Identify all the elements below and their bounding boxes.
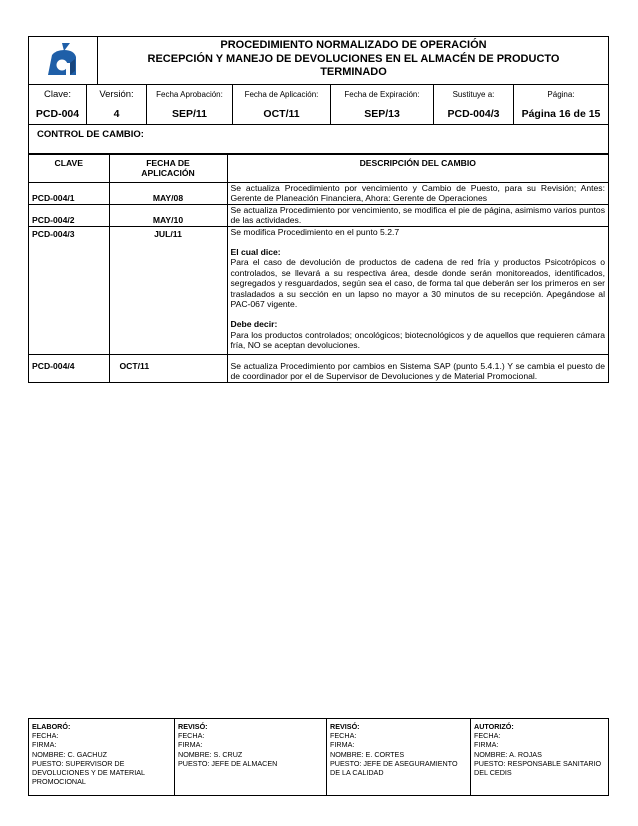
change-control-section bbox=[28, 125, 609, 154]
meta-value: PCD-004 bbox=[35, 108, 80, 120]
footer-role: ELABORÓ: bbox=[32, 722, 71, 731]
logo-cell bbox=[29, 37, 98, 84]
footer-firma: FIRMA: bbox=[330, 740, 355, 750]
metadata-row bbox=[29, 84, 608, 124]
meta-label: Página: bbox=[547, 90, 575, 99]
cell-fecha: MAY/08 bbox=[109, 183, 227, 205]
cell-clave: PCD-004/1 bbox=[29, 183, 109, 205]
column-header-fecha bbox=[109, 155, 227, 183]
cell-descripcion: Se actualiza Procedimiento por cambios en Sistema SAP (punto 5.4.1.) Y se cambia el puesto de de coordinador por el de Supervisor de Devoluciones y de Material Promocional. bbox=[227, 354, 608, 381]
cell-fecha: JUL/11 bbox=[109, 226, 227, 354]
header-fecha-line1: FECHA DE bbox=[146, 158, 190, 168]
desc-label-should-say: Debe decir: bbox=[230, 319, 278, 330]
meta-version bbox=[87, 85, 147, 125]
document-title bbox=[98, 39, 609, 80]
footer-fecha: FECHA: bbox=[330, 731, 357, 741]
title-line-2: RECEPCIÓN Y MANEJO DE DEVOLUCIONES EN EL ALMACÉN DE PRODUCTO bbox=[147, 52, 560, 65]
document-header bbox=[28, 36, 609, 125]
meta-value: PCD-004/3 bbox=[447, 108, 500, 120]
meta-value: SEP/11 bbox=[171, 108, 208, 120]
change-control-title: CONTROL DE CAMBIO: bbox=[37, 129, 144, 140]
meta-expiration-date bbox=[331, 85, 434, 125]
meta-page bbox=[514, 85, 608, 125]
title-line-3: TERMINADO bbox=[320, 66, 387, 78]
title-line-1: PROCEDIMIENTO NORMALIZADO DE OPERACIÓN bbox=[220, 39, 487, 51]
column-header-descripcion: DESCRIPCIÓN DEL CAMBIO bbox=[227, 155, 608, 183]
signature-footer bbox=[28, 718, 609, 796]
meta-application-date bbox=[233, 85, 331, 125]
desc-text-says: Para el caso de devolución de productos de cadena de red fría y productos Psicotrópicos o controlados, se llevará a su respectiva área, desde donde serán monitoreados, identificados, segregados y resguardados, según sea el caso, de forma tal que deberán ser los primeros en ser trasladados a su sección en un lapso no mayor a 30 minutos de su recepción. Apegándose al PAC-067 vigente. bbox=[230, 257, 605, 310]
cell-clave: PCD-004/2 bbox=[29, 204, 109, 226]
meta-label: Versión: bbox=[99, 89, 134, 100]
meta-value: OCT/11 bbox=[263, 108, 300, 120]
footer-elaboro bbox=[29, 719, 175, 795]
footer-nombre: NOMBRE: A. ROJAS bbox=[474, 749, 542, 759]
meta-label: Fecha Aprobación: bbox=[156, 90, 223, 99]
cell-clave: PCD-004/4 bbox=[29, 354, 109, 381]
footer-nombre: NOMBRE: E. CORTES bbox=[330, 749, 405, 759]
footer-puesto: PUESTO: JEFE DE ALMACEN bbox=[178, 758, 278, 768]
column-header-clave: CLAVE bbox=[29, 155, 109, 183]
footer-role: REVISÓ: bbox=[178, 722, 208, 731]
header-fecha-line2: APLICACIÓN bbox=[141, 168, 195, 179]
footer-fecha: FECHA: bbox=[474, 731, 501, 741]
table-header-row bbox=[29, 155, 608, 183]
footer-role: REVISÓ: bbox=[330, 722, 360, 731]
footer-autorizo bbox=[471, 719, 608, 795]
meta-value: Página 16 de 15 bbox=[521, 108, 601, 120]
company-logo bbox=[42, 41, 82, 79]
meta-value: SEP/13 bbox=[364, 108, 400, 120]
table-row bbox=[29, 354, 608, 381]
footer-nombre: NOMBRE: S. CRUZ bbox=[178, 749, 243, 759]
meta-label: Fecha de Expiración: bbox=[344, 90, 420, 99]
footer-reviso-1 bbox=[175, 719, 327, 795]
meta-label: Fecha de Aplicación: bbox=[244, 90, 319, 99]
footer-nombre: NOMBRE: C. GACHUZ bbox=[32, 749, 108, 759]
cell-descripcion: Se actualiza Procedimiento por vencimiento y Cambio de Puesto, para su Revisión; Antes: Gerente de Planeación Financiera, Ahora: Gerente de Operaciones bbox=[227, 183, 608, 205]
footer-role: AUTORIZÓ: bbox=[474, 722, 514, 731]
desc-label-says: El cual dice: bbox=[230, 247, 281, 258]
footer-fecha: FECHA: bbox=[32, 731, 59, 741]
change-table bbox=[28, 154, 609, 383]
desc-intro: Se modifica Procedimiento en el punto 5.2.7 bbox=[230, 226, 400, 237]
meta-label: Clave: bbox=[44, 89, 71, 100]
cell-clave: PCD-004/3 bbox=[29, 226, 109, 354]
meta-replaces bbox=[434, 85, 514, 125]
footer-firma: FIRMA: bbox=[178, 740, 203, 750]
footer-firma: FIRMA: bbox=[474, 740, 499, 750]
cell-fecha: OCT/11 bbox=[109, 354, 227, 381]
cell-descripcion bbox=[227, 226, 608, 354]
cell-descripcion: Se actualiza Procedimiento por vencimiento, se modifica el pie de página, asimismo varios puntos de las actividades. bbox=[227, 204, 608, 226]
meta-clave bbox=[29, 85, 87, 125]
footer-firma: FIRMA: bbox=[32, 740, 57, 750]
footer-fecha: FECHA: bbox=[178, 731, 205, 741]
meta-label: Sustituye a: bbox=[452, 90, 495, 99]
table-row bbox=[29, 204, 608, 226]
table-row bbox=[29, 226, 608, 354]
cell-fecha: MAY/10 bbox=[109, 204, 227, 226]
meta-value: 4 bbox=[113, 108, 120, 120]
footer-puesto: PUESTO: RESPONSABLE SANITARIO DEL CEDIS bbox=[474, 758, 602, 778]
meta-approval-date bbox=[147, 85, 233, 125]
desc-text-should-say: Para los productos controlados; oncológicos; biotecnológicos y de aquellos que requieren cámara fría, NO se aceptan devoluciones. bbox=[230, 329, 605, 351]
footer-puesto: PUESTO: JEFE DE ASEGURAMIENTO DE LA CALIDAD bbox=[330, 758, 458, 778]
footer-puesto: PUESTO: SUPERVISOR DE DEVOLUCIONES Y DE MATERIAL PROMOCIONAL bbox=[32, 758, 145, 787]
table-row bbox=[29, 183, 608, 205]
footer-reviso-2 bbox=[327, 719, 471, 795]
